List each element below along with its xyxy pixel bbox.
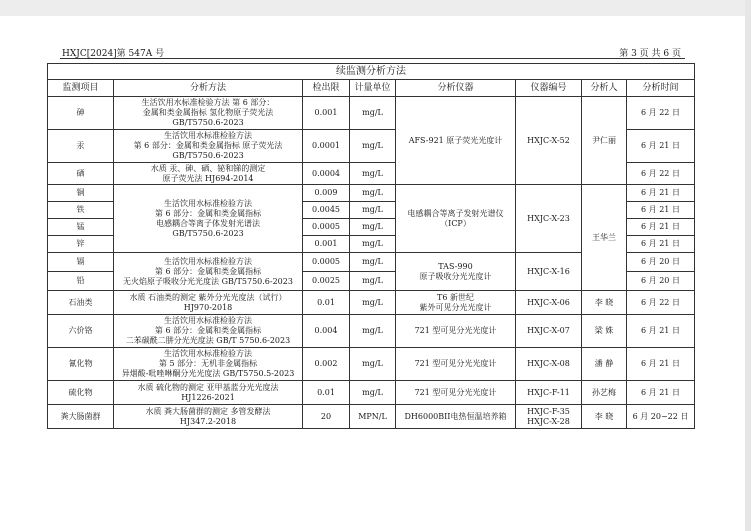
method-cell: 水质 汞、砷、硒、铋和锑的测定 原子荧光法 HJ694-2014 [114, 163, 303, 185]
item-cell: 六价铬 [48, 315, 114, 348]
method-cell: 生活饮用水标准检验方法 第 5 部分：无机非金属指标 异烟酸-吡唑啉酮分光光度法 GB/T5750.5-2023 [114, 348, 303, 381]
item-cell: 砷 [48, 97, 114, 130]
instrument-no-cell: HXJC-X-23 [516, 185, 582, 253]
table-row [48, 405, 695, 429]
header-rule [60, 58, 685, 59]
method-cell: 水质 硫化物的测定 亚甲基蓝分光光度法 HJ1226-2021 [114, 381, 303, 405]
limit-cell: 0.001 [303, 97, 350, 130]
unit-cell: mg/L [350, 315, 396, 348]
unit-cell: mg/L [350, 348, 396, 381]
limit-cell: 0.01 [303, 381, 350, 405]
item-cell: 汞 [48, 130, 114, 163]
table-title: 续监测分析方法 [48, 64, 695, 80]
scan-top-edge [0, 0, 751, 16]
instrument-no-cell: HXJC-X-52 [516, 97, 582, 185]
item-cell: 铅 [48, 272, 114, 291]
item-cell: 硒 [48, 163, 114, 185]
method-cell: 生活饮用水标准检验方法 第 6 部分：金属和类金属指标 原子荧光法 GB/T5750.6-2023 [114, 130, 303, 163]
table-header-row [48, 80, 695, 97]
time-cell: 6 月 20 日 [627, 253, 695, 272]
column-header: 检出限 [303, 80, 350, 97]
instrument-no-cell: HXJC-X-16 [516, 253, 582, 291]
table-row [48, 291, 695, 315]
unit-cell: mg/L [350, 219, 396, 236]
monitoring-methods-table [47, 63, 695, 429]
analyst-cell: 李 晓 [582, 405, 627, 429]
item-cell: 氰化物 [48, 348, 114, 381]
limit-cell: 0.01 [303, 291, 350, 315]
item-cell: 铜 [48, 185, 114, 202]
item-cell: 粪大肠菌群 [48, 405, 114, 429]
item-cell: 锌 [48, 236, 114, 253]
limit-cell: 0.004 [303, 315, 350, 348]
unit-cell: mg/L [350, 253, 396, 272]
time-cell: 6 月 21 日 [627, 219, 695, 236]
limit-cell: 20 [303, 405, 350, 429]
limit-cell: 0.0045 [303, 202, 350, 219]
time-cell: 6 月 21 日 [627, 130, 695, 163]
time-cell: 6 月 21 日 [627, 315, 695, 348]
item-cell: 石油类 [48, 291, 114, 315]
unit-cell: mg/L [350, 163, 396, 185]
unit-cell: mg/L [350, 185, 396, 202]
unit-cell: mg/L [350, 272, 396, 291]
table-row [48, 381, 695, 405]
time-cell: 6 月 22 日 [627, 163, 695, 185]
column-header: 仪器编号 [516, 80, 582, 97]
item-cell: 铁 [48, 202, 114, 219]
analyst-cell: 李 晓 [582, 291, 627, 315]
instrument-cell: AFS-921 原子荧光光度计 [396, 97, 516, 185]
instrument-no-cell: HXJC-F-35 HXJC-X-28 [516, 405, 582, 429]
time-cell: 6 月 21 日 [627, 202, 695, 219]
table-row [48, 185, 695, 202]
analyst-cell: 梁 姝 [582, 315, 627, 348]
method-cell: 生活饮用水标准检验方法 第 6 部分： 金属和类金属指标 氢化物原子荧光法 GB/T5750.6-2023 [114, 97, 303, 130]
unit-cell: mg/L [350, 381, 396, 405]
limit-cell: 0.0005 [303, 253, 350, 272]
instrument-cell: TAS-990 原子吸收分光光度计 [396, 253, 516, 291]
analyst-cell: 潘 静 [582, 348, 627, 381]
limit-cell: 0.002 [303, 348, 350, 381]
column-header: 分析方法 [114, 80, 303, 97]
time-cell: 6 月 21 日 [627, 381, 695, 405]
instrument-no-cell: HXJC-X-06 [516, 291, 582, 315]
column-header: 分析时间 [627, 80, 695, 97]
limit-cell: 0.0025 [303, 272, 350, 291]
document-number: HXJC[2024]第 547A 号 [62, 49, 165, 59]
instrument-cell: 721 型可见分光光度计 [396, 315, 516, 348]
table-row [48, 97, 695, 130]
time-cell: 6 月 22 日 [627, 291, 695, 315]
unit-cell: mg/L [350, 130, 396, 163]
instrument-cell: 721 型可见分光光度计 [396, 348, 516, 381]
limit-cell: 0.0001 [303, 130, 350, 163]
time-cell: 6 月 22 日 [627, 97, 695, 130]
column-header: 分析仪器 [396, 80, 516, 97]
page-number: 第 3 页 共 6 页 [619, 49, 681, 59]
time-cell: 6 月 21 日 [627, 185, 695, 202]
unit-cell: mg/L [350, 236, 396, 253]
instrument-no-cell: HXJC-F-11 [516, 381, 582, 405]
limit-cell: 0.0005 [303, 219, 350, 236]
scan-right-edge [745, 0, 751, 531]
unit-cell: mg/L [350, 202, 396, 219]
method-cell: 生活饮用水标准检验方法 第 6 部分：金属和类金属指标 无火焰原子吸收分光光度法 GB/T5750.6-2023 [114, 253, 303, 291]
column-header: 监测项目 [48, 80, 114, 97]
item-cell: 锰 [48, 219, 114, 236]
instrument-no-cell: HXJC-X-07 [516, 315, 582, 348]
method-cell: 水质 石油类的测定 紫外分光光度法（试行） HJ970-2018 [114, 291, 303, 315]
analyst-cell: 尹仁丽 [582, 97, 627, 185]
method-cell: 生活饮用水标准检验方法 第 6 部分：金属和类金属指标 电感耦合等离子体发射光谱法 GB/T5750.6-2023 [114, 185, 303, 253]
limit-cell: 0.0004 [303, 163, 350, 185]
time-cell: 6 月 20 日 [627, 272, 695, 291]
unit-cell: mg/L [350, 291, 396, 315]
time-cell: 6 月 21 日 [627, 236, 695, 253]
instrument-cell: 电感耦合等离子发射光谱仪 （ICP） [396, 185, 516, 253]
instrument-cell: T6 新世纪 紫外可见分光光度计 [396, 291, 516, 315]
instrument-cell: DH6000BII电热恒温培养箱 [396, 405, 516, 429]
item-cell: 镉 [48, 253, 114, 272]
method-cell: 水质 粪大肠菌群的测定 多管发酵法 HJ347.2-2018 [114, 405, 303, 429]
unit-cell: MPN/L [350, 405, 396, 429]
time-cell: 6 月 20~22 日 [627, 405, 695, 429]
limit-cell: 0.009 [303, 185, 350, 202]
unit-cell: mg/L [350, 97, 396, 130]
column-header: 分析人 [582, 80, 627, 97]
table-row [48, 315, 695, 348]
column-header: 计量单位 [350, 80, 396, 97]
instrument-no-cell: HXJC-X-08 [516, 348, 582, 381]
analyst-cell: 王华兰 [582, 185, 627, 291]
table-row [48, 348, 695, 381]
item-cell: 硫化物 [48, 381, 114, 405]
analyst-cell: 孙艺梅 [582, 381, 627, 405]
method-cell: 生活饮用水标准检验方法 第 6 部分：金属和类金属指标 二苯碳酰二肼分光光度法 GB/T 5750.6-2023 [114, 315, 303, 348]
time-cell: 6 月 21 日 [627, 348, 695, 381]
limit-cell: 0.001 [303, 236, 350, 253]
instrument-cell: 721 型可见分光光度计 [396, 381, 516, 405]
